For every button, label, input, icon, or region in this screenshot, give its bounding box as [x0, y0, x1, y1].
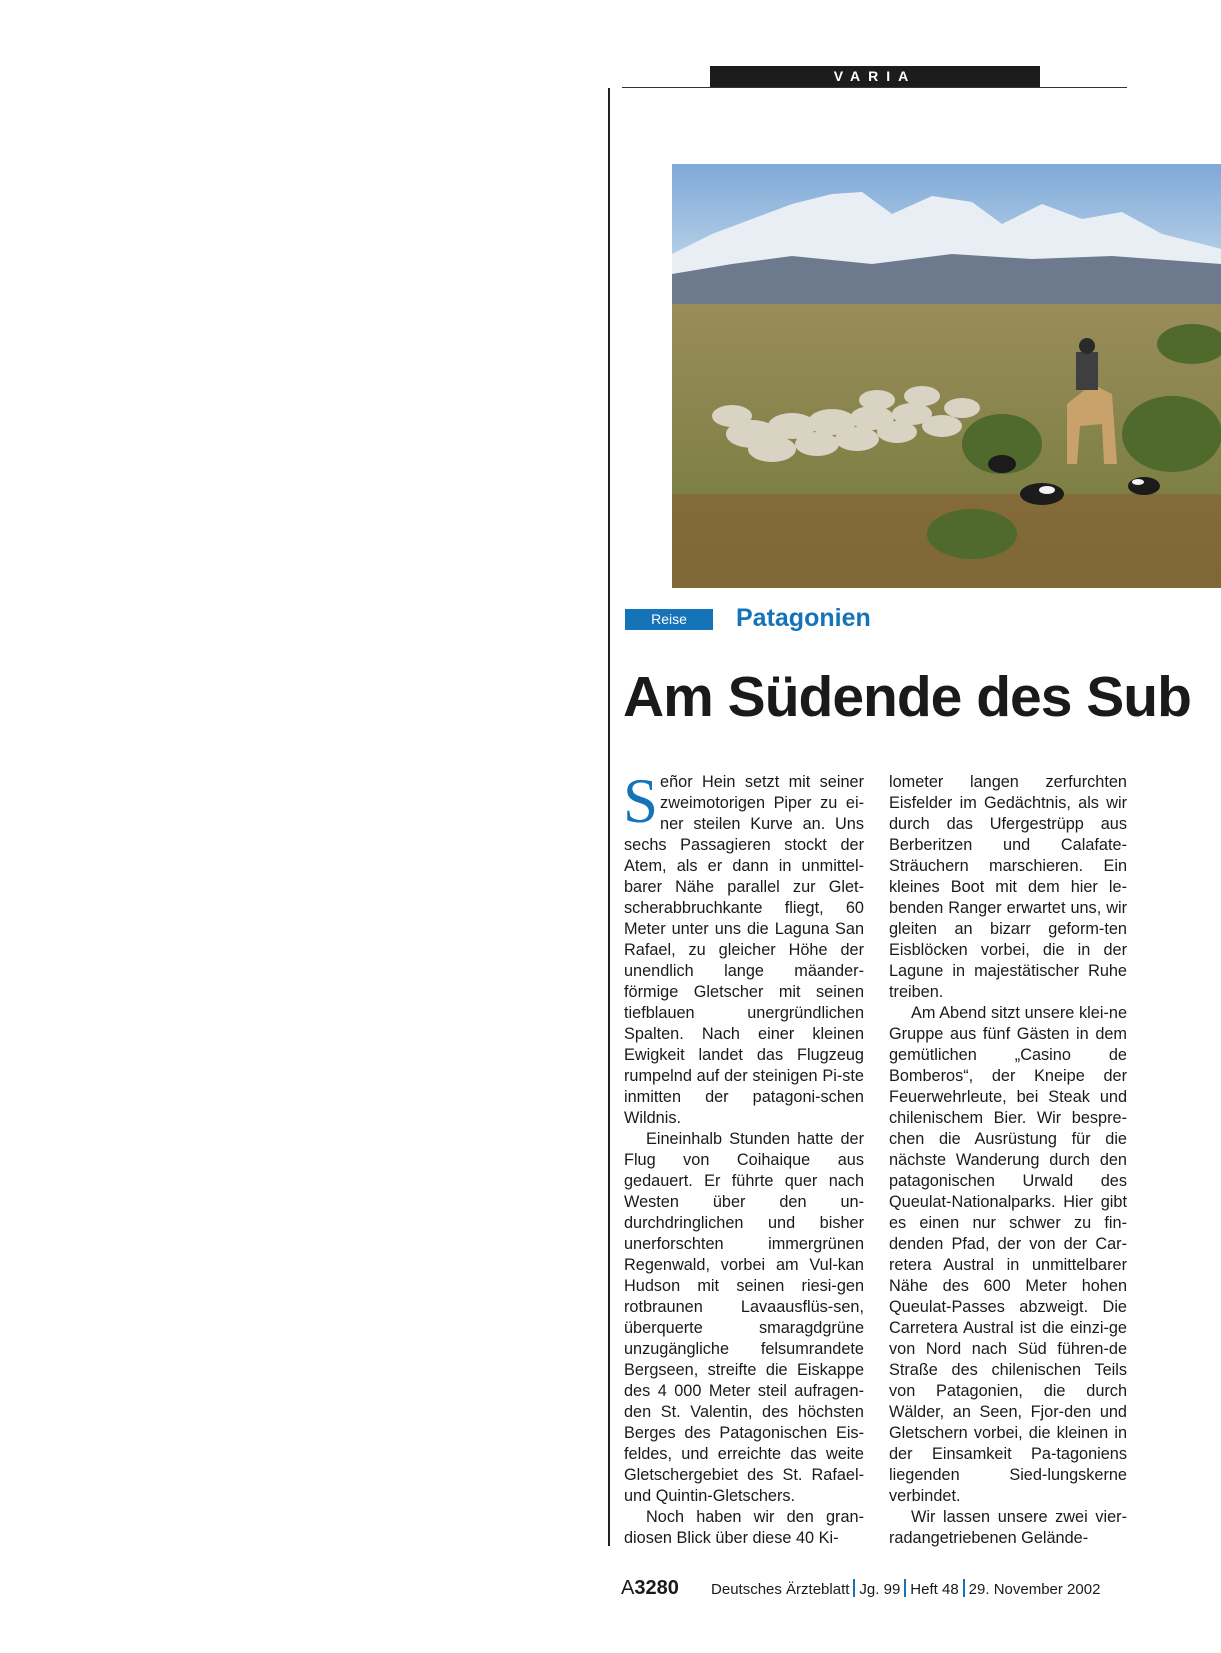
journal-name: Deutsches Ärzteblatt: [711, 1581, 850, 1598]
paragraph: Eineinhalb Stunden hatte der Flug von Coihaique aus gedauert. Er führte quer nach Westen über den un-durchdringlichen und bisher unerforschten immergrünen Regenwald, vorbei am Vul-kan Hudson mit seinen riesi-gen rotbraunen Lavaausflüs-sen, überquerte smaragdgrüne unzugängliche felsumrandete Bergseen, streifte die Eiskappe des 4 000 Meter steil aufragen-den St. Valentin, des höchsten Berges des Patagonischen Eis-feldes, und erreichte das weite Gletschergebiet des St. Rafael- und Quintin-Gletschers.: [624, 1130, 864, 1505]
text-column-right: [889, 772, 1127, 1549]
footer-separator: [963, 1579, 965, 1597]
top-rule: [622, 87, 1127, 88]
footer-separator: [853, 1579, 855, 1597]
landscape-photo-icon: [672, 164, 1221, 588]
paragraph: Am Abend sitzt unsere klei-ne Gruppe aus fünf Gästen in dem gemütlichen „Casino de Bomberos“, der Kneipe der Feuerwehrleute, bei Steak und chilenischem Bier. Wir bespre-chen die Ausrüstung für die nächste Wanderung durch den patagonischen Urwald des Queulat-Nationalparks. Hier gibt es einen nur schwer zu fin-denden Pfad, der von der Car-retera Austral in unmittelbarer Nähe des 600 Meter hohen Queulat-Passes abzweigt. Die Carretera Austral ist die einzi-ge von Nord nach Süd führen-de Straße des chilenischen Teils von Patagonien, die durch Wälder, an Seen, Fjor-den und Gletschern vorbei, die kleinen in der Einsamkeit Pa-tagoniens liegenden Sied-lungskerne verbindet.: [889, 1004, 1127, 1505]
column-rule: [608, 88, 610, 1546]
issue-date: 29. November 2002: [968, 1581, 1101, 1598]
text-column-left: [623, 766, 864, 1549]
rubric-label: Reise: [625, 609, 713, 630]
article-headline: Am Südende des Sub: [623, 665, 1191, 729]
journal-issue: Heft 48: [910, 1581, 959, 1598]
paragraph: Wir lassen unsere zwei vier-radangetriebenen Gelände-: [889, 1508, 1127, 1547]
journal-volume: Jg. 99: [859, 1581, 901, 1598]
paragraph: lometer langen zerfurchten Eisfelder im Gedächtnis, als wir durch das Ufergestrüpp aus Berberitzen und Calafate-Sträuchern marschieren. Ein kleines Boot mit dem hier le-benden Ranger erwartet uns, wir gleiten an bizarr geform-ten Eisblöcken vorbei, die in der Lagune in majestätischer Ruhe treiben.: [889, 773, 1127, 1001]
paragraph: Noch haben wir den gran-diosen Blick über diese 40 Ki-: [624, 1508, 864, 1547]
page-number: 3280: [634, 1577, 679, 1599]
page-footer: [621, 1577, 1131, 1607]
article-photo: [672, 164, 1221, 588]
drop-cap: S: [623, 766, 659, 836]
section-header: VARIA: [710, 66, 1040, 87]
footer-separator: [904, 1579, 906, 1597]
kicker: Patagonien: [736, 604, 871, 632]
paragraph: eñor Hein setzt mit seiner zweimotorigen Piper zu ei-ner steilen Kurve an. Uns sechs Passagieren stockt der Atem, als er dann in unmittel-barer Nähe parallel zur Glet-scherabbruchkante fliegt, 60 Meter unter uns die Laguna San Rafael, zu gleicher Höhe der unendlich lange mäander-förmige Gletscher mit seinen tiefblauen unergründlichen Spalten. Nach einer kleinen Ewigkeit landet das Flugzeug rumpelnd auf der steinigen Pi-ste inmitten der patagoni-schen Wildnis.: [624, 773, 864, 1127]
footer-a-letter: A: [621, 1577, 635, 1599]
